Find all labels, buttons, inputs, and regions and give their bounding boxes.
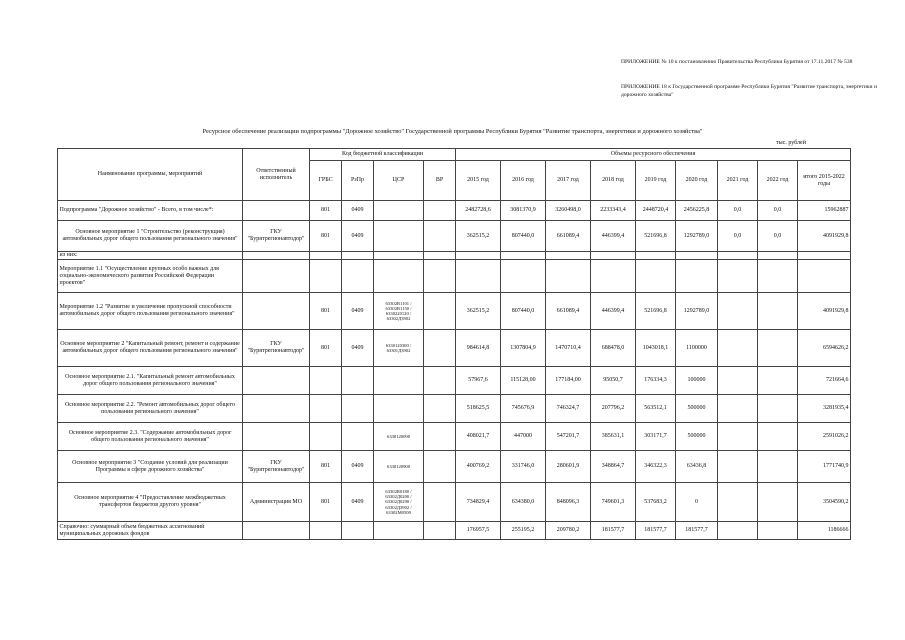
row-value-cell: 521696,8 — [636, 293, 676, 330]
col-year-header: 2021 год — [718, 161, 758, 201]
row-value-cell: 385631,1 — [591, 423, 636, 451]
row-name-cell: Мероприятие 1.2 "Развитие и увеличение пропускной способности автомобильных дорог общего пользования регионального значения" — [58, 293, 243, 330]
row-name-cell: Мероприятие 1.1 "Осуществление крупных особо важных для социально-экономического развития Российской Федерации проектов" — [58, 260, 243, 293]
row-value-cell — [636, 260, 676, 293]
col-year-header: 2015 год — [456, 161, 501, 201]
row-value-cell — [718, 451, 758, 483]
row-value-cell: 207796,2 — [591, 395, 636, 423]
row-csr-cell: 6330120900 — [374, 451, 424, 483]
row-value-cell — [591, 252, 636, 260]
row-name-cell: из них: — [58, 252, 243, 260]
row-value-cell: 0,0 — [718, 221, 758, 252]
row-rzpr-cell — [342, 260, 374, 293]
col-rzpr-header: РзПр — [342, 161, 374, 201]
row-responsible-cell — [243, 201, 310, 221]
row-value-cell: 807440,0 — [501, 293, 546, 330]
table-row — [58, 293, 851, 330]
col-year-header: 2020 год — [676, 161, 718, 201]
row-rzpr-cell: 0409 — [342, 451, 374, 483]
row-value-cell — [758, 483, 798, 522]
col-year-header: 2017 год — [546, 161, 591, 201]
document-title: Ресурсное обеспечение реализации подпрограммы "Дорожное хозяйство" Государственной программы Республики Бурятия "Развитие транспорта, энергетики и дорожного хозяйства" — [202, 128, 703, 135]
row-responsible-cell — [243, 522, 310, 540]
row-value-cell: 362515,2 — [456, 293, 501, 330]
row-total-cell: 6594626,2 — [798, 330, 851, 367]
row-value-cell: 63436,8 — [676, 451, 718, 483]
row-value-cell: 0,0 — [718, 201, 758, 221]
row-value-cell: 0,0 — [758, 221, 798, 252]
col-csr-header: ЦСР — [374, 161, 424, 201]
row-value-cell: 176334,3 — [636, 367, 676, 395]
row-vr-cell — [424, 330, 456, 367]
row-grbs-cell — [310, 395, 342, 423]
row-value-cell: 209780,2 — [546, 522, 591, 540]
row-value-cell — [501, 252, 546, 260]
row-total-cell: 1771740,9 — [798, 451, 851, 483]
row-vr-cell — [424, 367, 456, 395]
col-year-header: 2019 год — [636, 161, 676, 201]
row-value-cell: 176957,5 — [456, 522, 501, 540]
row-rzpr-cell: 0409 — [342, 201, 374, 221]
row-total-cell: 1186666 — [798, 522, 851, 540]
table-row — [58, 367, 851, 395]
row-rzpr-cell — [342, 367, 374, 395]
row-value-cell: 2448720,4 — [636, 201, 676, 221]
row-value-cell: 331746,0 — [501, 451, 546, 483]
row-value-cell — [718, 395, 758, 423]
row-rzpr-cell — [342, 423, 374, 451]
row-value-cell — [758, 252, 798, 260]
row-grbs-cell: 801 — [310, 451, 342, 483]
row-value-cell: 348864,7 — [591, 451, 636, 483]
row-rzpr-cell — [342, 522, 374, 540]
row-total-cell: 4091929,8 — [798, 293, 851, 330]
row-value-cell: 984614,8 — [456, 330, 501, 367]
appendix-header-2: ПРИЛОЖЕНИЕ 18 к Государственной программе Республики Бурятия "Развитие транспорта, энергетики и дорожного хозяйства" — [621, 84, 877, 98]
row-value-cell: 848096,3 — [546, 483, 591, 522]
row-value-cell — [718, 252, 758, 260]
table-row — [58, 330, 851, 367]
row-total-cell: 4091929,8 — [798, 221, 851, 252]
row-value-cell — [456, 260, 501, 293]
row-responsible-cell: ГКУ "Бурятрегионавтодор" — [243, 330, 310, 367]
row-value-cell: 57967,6 — [456, 367, 501, 395]
row-csr-cell: 63302R0180 / 63302Д0200 / 63302Д0290 / 63302Д3902 / 63302М0500 — [374, 483, 424, 522]
col-year-header: 2022 год — [758, 161, 798, 201]
row-grbs-cell — [310, 367, 342, 395]
row-vr-cell — [424, 260, 456, 293]
row-vr-cell — [424, 451, 456, 483]
col-name-header: Наименование программы, мероприятий — [58, 149, 243, 201]
row-total-cell: 3281935,4 — [798, 395, 851, 423]
row-responsible-cell: Администрация МО — [243, 483, 310, 522]
row-value-cell: 661089,4 — [546, 293, 591, 330]
row-value-cell: 362515,2 — [456, 221, 501, 252]
row-value-cell: 255195,2 — [501, 522, 546, 540]
row-responsible-cell — [243, 252, 310, 260]
row-value-cell: 1100000 — [676, 330, 718, 367]
row-value-cell: 408021,7 — [456, 423, 501, 451]
row-value-cell: 500000 — [676, 395, 718, 423]
row-total-cell — [798, 260, 851, 293]
row-value-cell: 95050,7 — [591, 367, 636, 395]
row-responsible-cell — [243, 367, 310, 395]
row-total-cell: 2591026,2 — [798, 423, 851, 451]
row-value-cell: 1292789,0 — [676, 293, 718, 330]
row-grbs-cell — [310, 260, 342, 293]
table-row — [58, 451, 851, 483]
row-name-cell: Основное мероприятие 3 "Создание условий для реализации Программы в сфере дорожного хозяйства" — [58, 451, 243, 483]
row-value-cell — [591, 260, 636, 293]
row-value-cell: 1307804,9 — [501, 330, 546, 367]
units-label: тыс. рублей — [776, 140, 806, 146]
row-value-cell — [758, 367, 798, 395]
table-row — [58, 201, 851, 221]
col-vr-header: ВР — [424, 161, 456, 201]
row-value-cell: 661089,4 — [546, 221, 591, 252]
row-name-cell: Основное мероприятие 2.2. "Ремонт автомобильных дорог общего пользования регионального значения" — [58, 395, 243, 423]
row-value-cell — [758, 522, 798, 540]
row-name-cell: Основное мероприятие 2.3. "Содержание автомобильных дорог общего пользования регионального значения" — [58, 423, 243, 451]
row-value-cell: 115128,00 — [501, 367, 546, 395]
row-value-cell: 746324,7 — [546, 395, 591, 423]
row-value-cell — [758, 330, 798, 367]
row-csr-cell: 6330120090 — [374, 423, 424, 451]
col-kbk-group-header: Код бюджетной классификации — [310, 149, 456, 161]
row-value-cell: 1292789,0 — [676, 221, 718, 252]
row-rzpr-cell — [342, 252, 374, 260]
row-value-cell — [636, 252, 676, 260]
table-row — [58, 483, 851, 522]
row-value-cell: 518625,5 — [456, 395, 501, 423]
appendix-header-1: ПРИЛОЖЕНИЕ № 10 к постановлению Правительства Республики Бурятия от 17.11.2017 № 538 — [621, 59, 853, 65]
row-name-cell: Подпрограмма "Дорожное хозяйство" - Всего, в том числе*: — [58, 201, 243, 221]
row-value-cell: 177184,00 — [546, 367, 591, 395]
row-value-cell — [758, 451, 798, 483]
table-row — [58, 522, 851, 540]
row-value-cell: 563512,1 — [636, 395, 676, 423]
row-total-cell: 721664,6 — [798, 367, 851, 395]
row-value-cell: 500000 — [676, 423, 718, 451]
row-value-cell — [758, 395, 798, 423]
row-value-cell — [758, 293, 798, 330]
row-responsible-cell — [243, 395, 310, 423]
row-value-cell — [456, 252, 501, 260]
row-value-cell — [718, 522, 758, 540]
row-value-cell — [676, 252, 718, 260]
row-name-cell: Справочно: суммарный объем бюджетных ассигнований муниципальных дорожных фондов — [58, 522, 243, 540]
row-value-cell: 446399,4 — [591, 221, 636, 252]
row-value-cell: 446399,4 — [591, 293, 636, 330]
row-value-cell: 100000 — [676, 367, 718, 395]
row-vr-cell — [424, 293, 456, 330]
row-name-cell: Основное мероприятие 4 "Предоставление межбюджетных трансфертов бюджетов другого уровня" — [58, 483, 243, 522]
table-row — [58, 395, 851, 423]
row-value-cell: 547201,7 — [546, 423, 591, 451]
row-value-cell: 181577,7 — [591, 522, 636, 540]
row-csr-cell: 6330120300 / 63301Д3902 — [374, 330, 424, 367]
row-grbs-cell: 801 — [310, 330, 342, 367]
row-value-cell — [501, 260, 546, 293]
row-csr-cell — [374, 221, 424, 252]
row-value-cell — [718, 483, 758, 522]
row-value-cell: 2233343,4 — [591, 201, 636, 221]
row-value-cell: 346322,3 — [636, 451, 676, 483]
row-total-cell: 15962887 — [798, 201, 851, 221]
row-rzpr-cell: 0409 — [342, 221, 374, 252]
col-resources-group-header: Объемы ресурсного обеспечения — [456, 149, 851, 161]
row-rzpr-cell: 0409 — [342, 293, 374, 330]
row-rzpr-cell: 0409 — [342, 330, 374, 367]
table-row — [58, 221, 851, 252]
row-grbs-cell: 801 — [310, 293, 342, 330]
row-value-cell: 181577,7 — [636, 522, 676, 540]
row-vr-cell — [424, 522, 456, 540]
row-rzpr-cell: 0409 — [342, 483, 374, 522]
row-grbs-cell: 801 — [310, 201, 342, 221]
row-value-cell — [718, 260, 758, 293]
col-year-header: 2018 год — [591, 161, 636, 201]
resource-table — [57, 148, 851, 540]
row-value-cell — [718, 293, 758, 330]
row-csr-cell: 63302R1101 / 63302R1150 / 6330220120 / 63302Д3902 — [374, 293, 424, 330]
row-grbs-cell — [310, 252, 342, 260]
row-value-cell: 734829,4 — [456, 483, 501, 522]
row-value-cell — [718, 367, 758, 395]
row-vr-cell — [424, 201, 456, 221]
row-total-cell — [798, 252, 851, 260]
row-rzpr-cell — [342, 395, 374, 423]
row-grbs-cell — [310, 522, 342, 540]
row-value-cell: 688478,0 — [591, 330, 636, 367]
row-value-cell: 634380,0 — [501, 483, 546, 522]
row-value-cell: 1043018,1 — [636, 330, 676, 367]
row-responsible-cell — [243, 423, 310, 451]
row-value-cell: 3081370,9 — [501, 201, 546, 221]
row-grbs-cell — [310, 423, 342, 451]
row-value-cell: 2456225,8 — [676, 201, 718, 221]
row-value-cell: 2482728,6 — [456, 201, 501, 221]
row-csr-cell — [374, 367, 424, 395]
row-name-cell: Основное мероприятие 2.1. "Капитальный ремонт автомобильных дорог общего пользования регионального значения" — [58, 367, 243, 395]
row-value-cell — [758, 423, 798, 451]
row-value-cell: 280601,9 — [546, 451, 591, 483]
row-value-cell: 303171,7 — [636, 423, 676, 451]
row-responsible-cell: ГКУ "Бурятрегионавтодор" — [243, 221, 310, 252]
row-vr-cell — [424, 483, 456, 522]
row-value-cell: 400769,2 — [456, 451, 501, 483]
row-value-cell: 447000 — [501, 423, 546, 451]
row-vr-cell — [424, 423, 456, 451]
col-year-header: 2016 год — [501, 161, 546, 201]
row-vr-cell — [424, 395, 456, 423]
row-csr-cell — [374, 201, 424, 221]
col-grbs-header: ГРБС — [310, 161, 342, 201]
row-csr-cell — [374, 252, 424, 260]
row-value-cell — [546, 252, 591, 260]
row-value-cell — [546, 260, 591, 293]
row-value-cell: 537683,2 — [636, 483, 676, 522]
row-value-cell — [676, 260, 718, 293]
table-row — [58, 423, 851, 451]
col-total-header: итого 2015-2022 годы — [798, 161, 851, 201]
row-responsible-cell — [243, 260, 310, 293]
row-name-cell: Основное мероприятие 1 "Строительство (реконструкция) автомобильных дорог общего пользования регионального значения" — [58, 221, 243, 252]
row-value-cell — [718, 423, 758, 451]
row-responsible-cell: ГКУ "Бурятрегионавтодор" — [243, 451, 310, 483]
row-vr-cell — [424, 252, 456, 260]
row-vr-cell — [424, 221, 456, 252]
row-value-cell: 749601,3 — [591, 483, 636, 522]
col-responsible-header: Ответственный исполнитель — [243, 149, 310, 201]
row-value-cell: 807440,0 — [501, 221, 546, 252]
row-value-cell — [718, 330, 758, 367]
row-value-cell: 521696,8 — [636, 221, 676, 252]
row-responsible-cell — [243, 293, 310, 330]
row-total-cell: 3504590,2 — [798, 483, 851, 522]
row-name-cell: Основное мероприятие 2 "Капитальный ремонт, ремонт и содержание автомобильных дорог общего пользования регионального значения" — [58, 330, 243, 367]
row-csr-cell — [374, 522, 424, 540]
row-csr-cell — [374, 395, 424, 423]
row-value-cell: 0,0 — [758, 201, 798, 221]
row-grbs-cell: 801 — [310, 483, 342, 522]
table-row — [58, 260, 851, 293]
row-value-cell — [758, 260, 798, 293]
row-value-cell: 745676,9 — [501, 395, 546, 423]
row-value-cell: 181577,7 — [676, 522, 718, 540]
row-value-cell: 1470710,4 — [546, 330, 591, 367]
row-value-cell: 0 — [676, 483, 718, 522]
row-csr-cell — [374, 260, 424, 293]
row-grbs-cell: 801 — [310, 221, 342, 252]
table-row — [58, 252, 851, 260]
row-value-cell: 3260498,0 — [546, 201, 591, 221]
